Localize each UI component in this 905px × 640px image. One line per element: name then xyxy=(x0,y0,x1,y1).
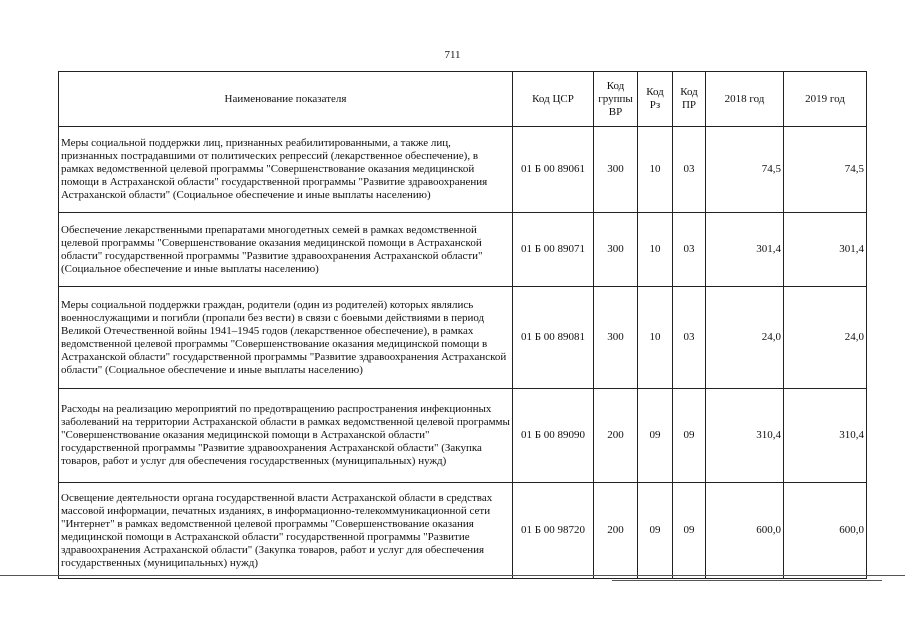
row-2019: 600,0 xyxy=(784,483,867,579)
table-row xyxy=(59,389,867,483)
row-vr: 300 xyxy=(594,287,638,389)
row-2019: 301,4 xyxy=(784,213,867,287)
row-2019: 74,5 xyxy=(784,127,867,213)
row-rz: 10 xyxy=(638,213,673,287)
row-csr: 01 Б 00 89071 xyxy=(513,213,594,287)
table-row xyxy=(59,213,867,287)
header-row xyxy=(59,72,867,127)
row-rz: 10 xyxy=(638,127,673,213)
header-csr: Код ЦСР xyxy=(513,72,594,127)
row-csr: 01 Б 00 89090 xyxy=(513,389,594,483)
row-rz: 10 xyxy=(638,287,673,389)
page-number: 711 xyxy=(444,49,461,61)
row-pr: 09 xyxy=(673,389,706,483)
row-2019: 310,4 xyxy=(784,389,867,483)
scan-edge-line-2 xyxy=(612,580,882,581)
row-rz: 09 xyxy=(638,389,673,483)
row-rz: 09 xyxy=(638,483,673,579)
row-2018: 74,5 xyxy=(706,127,784,213)
row-2018: 24,0 xyxy=(706,287,784,389)
row-name: Обеспечение лекарственными препаратами многодетных семей в рамках ведомственной целевой программы "Совершенствование оказания медицинской помощи в Астраханской области" государственной программы "Развитие здравоохранения Астраханской области" (Социальное обеспечение и иные выплаты населению) xyxy=(59,213,513,287)
row-vr: 300 xyxy=(594,127,638,213)
header-vr: Код группы ВР xyxy=(594,72,638,127)
row-2019: 24,0 xyxy=(784,287,867,389)
row-name: Меры социальной поддержки лиц, признанных реабилитированными, а также лиц, признанных пострадавшими от политических репрессий (лекарственное обеспечение), в рамках ведомственной целевой программы "Совершенствование оказания медицинской помощи в Астраханской области" государственной программы "Развитие здравоохранения Астраханской области" (Социальное обеспечение и иные выплаты населению) xyxy=(59,127,513,213)
scan-edge-line xyxy=(0,575,905,576)
header-name: Наименование показателя xyxy=(59,72,513,127)
row-vr: 300 xyxy=(594,213,638,287)
row-name: Меры социальной поддержки граждан, родители (один из родителей) которых являлись военнослужащими и погибли (пропали без вести) в связи с боевыми действиями в период Великой Отечественной войны 1941–1945 годов (лекарственное обеспечение), в рамках ведомственной целевой программы "Совершенствование оказания медицинской помощи в Астраханской области" государственной программы "Развитие здравоохранения Астраханской области" (Социальное обеспечение и иные выплаты населению) xyxy=(59,287,513,389)
header-2019: 2019 год xyxy=(784,72,867,127)
row-csr: 01 Б 00 98720 xyxy=(513,483,594,579)
table-row xyxy=(59,483,867,579)
row-2018: 600,0 xyxy=(706,483,784,579)
header-2018: 2018 год xyxy=(706,72,784,127)
row-name: Освещение деятельности органа государственной власти Астраханской области в средствах массовой информации, печатных изданиях, в информационно-телекоммуникационной сети "Интернет" в рамках ведомственной целевой программы "Совершенствование оказания медицинской помощи в Астраханской области" государственной программы "Развитие здравоохранения Астраханской области" (Закупка товаров, работ и услуг для обеспечения государственных (муниципальных) нужд) xyxy=(59,483,513,579)
row-pr: 03 xyxy=(673,287,706,389)
header-pr: Код ПР xyxy=(673,72,706,127)
table-row xyxy=(59,127,867,213)
row-pr: 03 xyxy=(673,213,706,287)
row-pr: 09 xyxy=(673,483,706,579)
header-rz: Код Рз xyxy=(638,72,673,127)
row-name: Расходы на реализацию мероприятий по предотвращению распространения инфекционных заболеваний на территории Астраханской области в рамках ведомственной целевой программы "Совершенствование оказания медицинской помощи в Астраханской области" государственной программы "Развитие здравоохранения Астраханской области" (Закупка товаров, работ и услуг для обеспечения государственных (муниципальных) нужд) xyxy=(59,389,513,483)
budget-table xyxy=(58,71,867,579)
row-pr: 03 xyxy=(673,127,706,213)
table-row xyxy=(59,287,867,389)
row-vr: 200 xyxy=(594,483,638,579)
row-2018: 310,4 xyxy=(706,389,784,483)
row-vr: 200 xyxy=(594,389,638,483)
row-csr: 01 Б 00 89061 xyxy=(513,127,594,213)
row-2018: 301,4 xyxy=(706,213,784,287)
row-csr: 01 Б 00 89081 xyxy=(513,287,594,389)
